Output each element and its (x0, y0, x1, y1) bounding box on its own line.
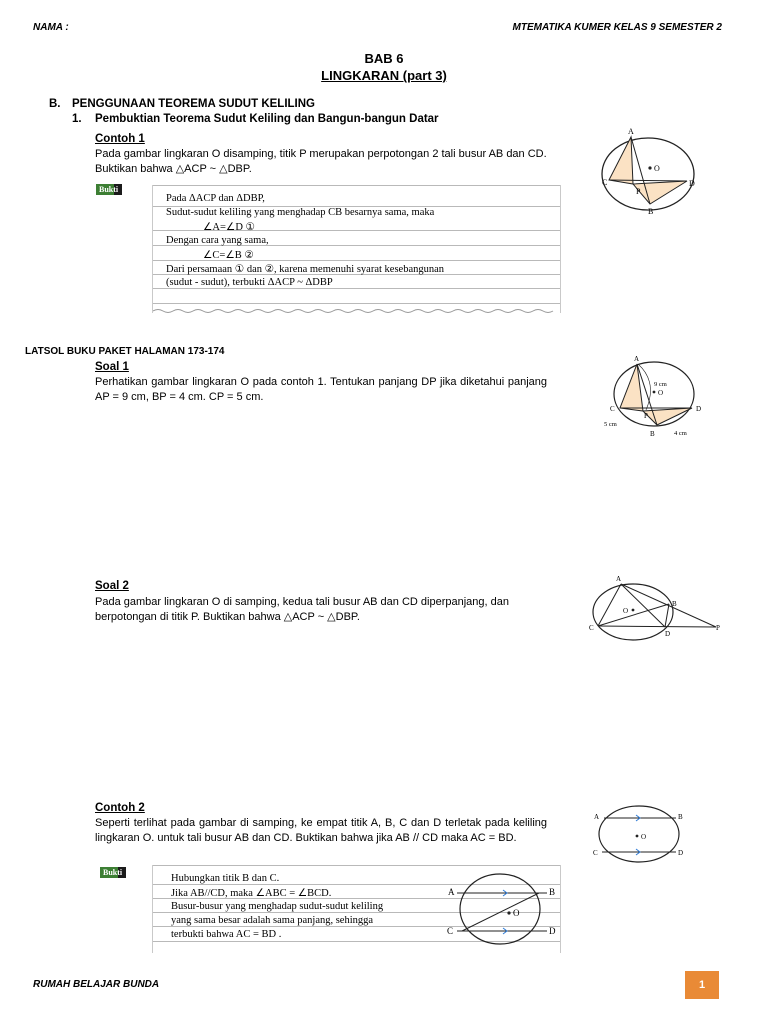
c2-point-b-label: B (678, 813, 683, 821)
s2-point-a-label: A (616, 575, 622, 583)
p2-point-b-label: B (549, 887, 556, 897)
proof-badge: Bukti (96, 184, 122, 195)
proof2-line-3: Busur-busur yang menghadap sudut-sudut keliling (171, 901, 384, 912)
proof-line-1: Pada ΔACP dan ΔDBP, (166, 193, 265, 204)
chapter-title: BAB 6 (364, 51, 404, 66)
proof2-line-5: terbukti bahwa AC = BD . (171, 929, 282, 940)
s2-point-o-label: O (623, 607, 629, 615)
proof-notebook (152, 185, 561, 313)
contoh2-text: Seperti terlihat pada gambar di samping, ke empat titik A, B, C dan D terletak pada keliling lingkaran O. untuk tali busur AB dan CD. Buktikan bahwa jika AB // CD maka AC = BD. (95, 817, 547, 844)
proof-line-4: Dengan cara yang sama, (166, 235, 269, 246)
proof-line-6: Dari persamaan ① dan ②, karena memenuhi syarat kesebangunan (166, 264, 445, 275)
point-c-label: C (602, 178, 608, 187)
contoh1-figure (590, 126, 710, 218)
c2-point-o-label: O (641, 833, 647, 841)
torn-edge (153, 308, 560, 314)
contoh1-text: Pada gambar lingkaran O disamping, titik P merupakan perpotongan 2 tali busur AB dan CD. Buktikan bahwa △ACP ~ △DBP. (95, 148, 547, 175)
p2-point-o-label: O (513, 908, 520, 918)
p2-point-d-label: D (549, 926, 556, 936)
soal1-text: Perhatikan gambar lingkaran O pada contoh 1. Tentukan panjang DP jika diketahui panjang AP = 9 cm, BP = 4 cm. CP = 5 cm. (95, 376, 547, 403)
s1-point-a-label: A (634, 355, 640, 363)
page-number-badge: 1 (685, 971, 719, 999)
s1-point-c-label: C (610, 405, 615, 413)
name-field-label: NAMA : (33, 22, 69, 33)
soal2-figure (585, 570, 725, 642)
c2-point-d-label: D (678, 849, 684, 857)
proof2-figure (443, 871, 558, 947)
chapter-subtitle: LINGKARAN (part 3) (321, 68, 447, 83)
soal1-figure (600, 352, 720, 442)
s2-point-d-label: D (665, 630, 671, 638)
point-p-label: P (636, 187, 641, 196)
s2-point-b-label: B (672, 600, 677, 608)
contoh2-label: Contoh 2 (95, 802, 145, 814)
footer-brand: RUMAH BELAJAR BUNDA (33, 979, 160, 990)
proof-line-2: Sudut-sudut keliling yang menghadap CB besarnya sama, maka (166, 207, 435, 218)
s2-point-p-label: P (716, 624, 720, 632)
point-b-label: B (648, 207, 654, 216)
p2-point-c-label: C (447, 926, 454, 936)
proof-badge-2: Bukti (100, 867, 126, 878)
subject-header: MTEMATIKA KUMER KELAS 9 SEMESTER 2 (512, 22, 722, 33)
s1-ap-length: 9 cm (654, 381, 667, 388)
s1-point-o-label: O (658, 389, 664, 397)
s1-point-p-label: P (644, 412, 648, 420)
s1-cp-length: 5 cm (604, 421, 617, 428)
soal2-label: Soal 2 (95, 580, 129, 592)
proof2-line-1: Hubungkan titik B dan C. (171, 873, 280, 884)
section-heading: PENGGUNAAN TEOREMA SUDUT KELILING (72, 98, 315, 110)
point-o-label: O (654, 164, 660, 173)
soal1-label: Soal 1 (95, 361, 129, 373)
proof-line-7: (sudut - sudut), terbukti ΔACP ~ ΔDBP (166, 277, 333, 288)
contoh1-label: Contoh 1 (95, 133, 145, 145)
s2-point-c-label: C (589, 624, 594, 632)
latsol-heading: LATSOL BUKU PAKET HALAMAN 173-174 (25, 346, 225, 357)
c2-point-c-label: C (593, 849, 598, 857)
point-d-label: D (689, 179, 695, 188)
s1-bp-length: 4 cm (674, 430, 687, 437)
proof-notebook-2 (152, 865, 561, 953)
soal2-text: Pada gambar lingkaran O di samping, kedua tali busur AB dan CD diperpanjang, dan berpotongan di titik P. Buktikan bahwa △ACP ~ △DBP. (95, 596, 509, 623)
s1-point-d-label: D (696, 405, 702, 413)
proof2-line-4: yang sama besar adalah sama panjang, sehingga (171, 915, 374, 926)
proof2-line-2: Jika AB//CD, maka ∠ABC = ∠BCD. (171, 888, 332, 899)
section-label: B. (49, 98, 61, 110)
proof-line-3: ∠A=∠D ① (203, 222, 255, 233)
subsection-heading: Pembuktian Teorema Sudut Keliling dan Bangun-bangun Datar (95, 113, 439, 125)
s1-point-b-label: B (650, 430, 655, 438)
p2-point-a-label: A (448, 887, 455, 897)
c2-point-a-label: A (594, 813, 600, 821)
contoh2-figure (590, 802, 700, 866)
subsection-number: 1. (72, 113, 82, 125)
point-a-label: A (628, 127, 634, 136)
proof-line-5: ∠C=∠B ② (203, 250, 254, 261)
